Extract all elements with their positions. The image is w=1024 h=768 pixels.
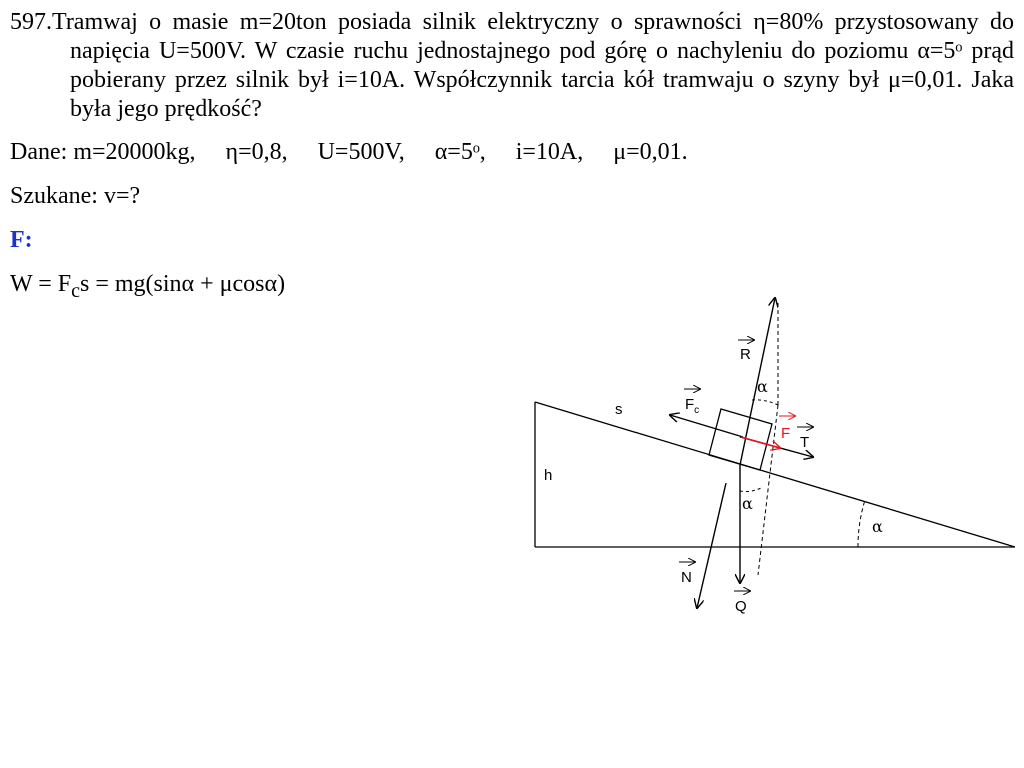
label-R: R bbox=[740, 346, 751, 363]
vector-Fc bbox=[670, 415, 743, 437]
sought-line: Szukane: v=? bbox=[10, 183, 141, 209]
bottom-angle-arc bbox=[740, 488, 761, 492]
label-h: h bbox=[544, 467, 553, 484]
vector-N bbox=[697, 483, 726, 608]
formula-left: W = F bbox=[10, 271, 72, 297]
label-Fc bbox=[685, 396, 699, 416]
vector-F bbox=[741, 437, 780, 448]
label-s: s bbox=[615, 401, 623, 418]
label-Fc-sub: c bbox=[694, 405, 700, 416]
top-angle-arc bbox=[752, 400, 778, 405]
label-alpha-top: α bbox=[757, 377, 768, 396]
incline-angle-arc bbox=[858, 500, 865, 547]
label-alpha-incline: α bbox=[872, 517, 883, 536]
given-label: Dane: bbox=[10, 139, 68, 165]
label-N: N bbox=[681, 569, 692, 586]
resultant-dashed-line bbox=[758, 405, 778, 575]
label-alpha-bottom: α bbox=[742, 494, 753, 513]
incline-slope-line bbox=[535, 402, 1015, 547]
label-F-red: F bbox=[781, 425, 791, 442]
label-Q: Q bbox=[735, 598, 747, 615]
formula-subscript: c bbox=[71, 279, 80, 302]
label-Fc-main: F bbox=[685, 396, 695, 413]
formula-right: s = mg(sinα + μcosα) bbox=[80, 271, 286, 297]
given-values: m=20000kg, η=0,8, U=500V, α=5ᵒ, i=10A, μ=0,01. bbox=[73, 139, 688, 165]
section-label: F: bbox=[10, 227, 33, 253]
label-T: T bbox=[800, 434, 810, 451]
problem-statement: 597.Tramwaj o masie m=20ton posiada silnik elektryczny o sprawności η=80% przystosowany do napięcia U=500V. W czasie ruchu jednostajnego pod górę o nachyleniu do poziomu α=5ᵒ prąd pobierany przez silnik był i=10A. Współczynnik tarcia kół tramwaju o szyny był μ=0,01. Jaka była jego prędkość? bbox=[10, 9, 1014, 122]
